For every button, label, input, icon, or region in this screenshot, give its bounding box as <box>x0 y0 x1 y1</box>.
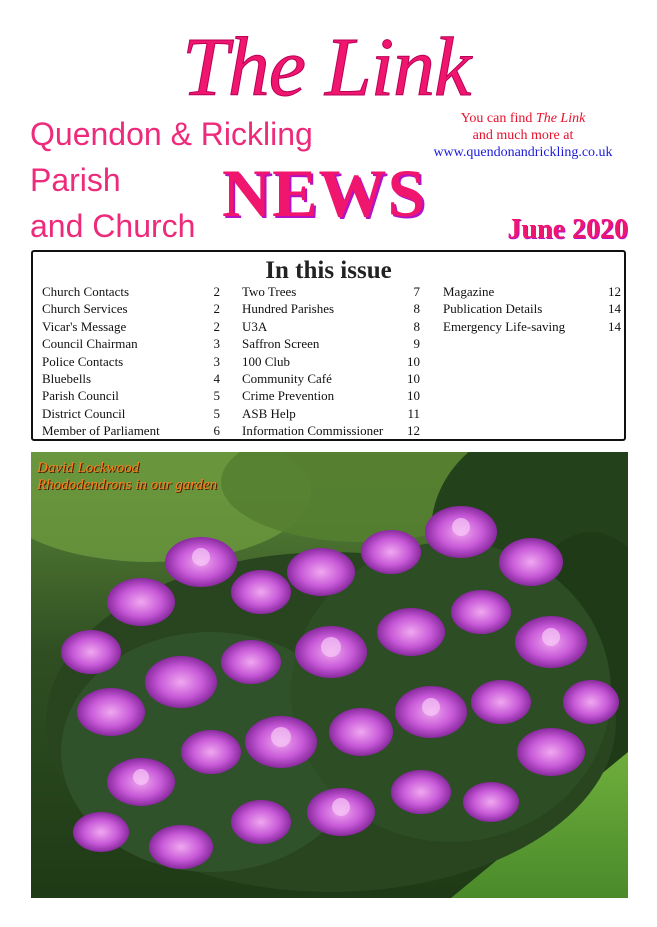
contents-title: In this issue <box>265 257 392 284</box>
contents-row[interactable] <box>42 422 220 439</box>
contents-page: 8 <box>413 318 420 334</box>
contents-column-3 <box>443 283 621 335</box>
contents-label: District Council <box>42 405 126 421</box>
contents-page: 6 <box>213 423 220 439</box>
contents-label: ASB Help <box>242 405 296 421</box>
contents-page: 10 <box>407 388 420 404</box>
contents-page: 3 <box>213 336 220 352</box>
contents-page: 2 <box>213 301 220 317</box>
magazine-title: The Link <box>182 21 471 114</box>
contents-row[interactable] <box>242 283 420 300</box>
website-promo <box>418 110 628 161</box>
contents-row[interactable] <box>42 370 220 387</box>
contents-row[interactable] <box>242 387 420 404</box>
website-link[interactable]: www.quendonandrickling.co.uk <box>433 145 613 160</box>
contents-page: 12 <box>407 423 420 439</box>
contents-label: Emergency Life-saving <box>443 318 566 334</box>
contents-page: 11 <box>407 405 420 421</box>
contents-page: 7 <box>413 284 420 299</box>
contents-page: 5 <box>213 405 220 421</box>
contents-row[interactable] <box>242 353 420 370</box>
contents-page: 14 <box>608 301 621 317</box>
contents-label: 100 Club <box>242 353 291 369</box>
caption-text: Rhododendrons in our garden <box>37 477 218 493</box>
contents-label: Saffron Screen <box>242 336 320 352</box>
parish-line-3: and Church <box>30 208 196 244</box>
caption-author: David Lockwood <box>37 460 140 476</box>
contents-column-2 <box>242 283 420 440</box>
contents-row[interactable] <box>242 422 420 439</box>
contents-row[interactable] <box>443 300 621 317</box>
contents-label: Bluebells <box>42 370 92 386</box>
parish-line-1: Quendon & Rickling <box>30 116 313 152</box>
contents-label: Member of Parliament <box>42 423 160 439</box>
contents-row[interactable] <box>242 318 420 335</box>
contents-label: Council Chairman <box>42 336 138 352</box>
contents-row[interactable] <box>42 318 220 335</box>
contents-page: 10 <box>407 370 420 386</box>
contents-page: 14 <box>608 318 621 334</box>
contents-page: 8 <box>413 301 420 317</box>
contents-label: Two Trees <box>242 284 297 299</box>
contents-label: Information Commissioner <box>242 423 384 439</box>
contents-label: Community Café <box>242 370 332 386</box>
contents-label: Crime Prevention <box>242 388 335 404</box>
contents-page: 2 <box>213 284 220 299</box>
contents-row[interactable] <box>42 387 220 404</box>
contents-page: 5 <box>213 388 220 404</box>
contents-label: U3A <box>242 318 268 334</box>
contents-page: 12 <box>608 284 621 299</box>
contents-row[interactable] <box>42 300 220 317</box>
contents-row[interactable] <box>42 335 220 352</box>
contents-box <box>31 250 626 441</box>
contents-row[interactable] <box>443 283 621 300</box>
contents-row[interactable] <box>242 335 420 352</box>
contents-column-1 <box>42 283 220 440</box>
contents-page: 2 <box>213 318 220 334</box>
photo-illustration <box>31 452 628 898</box>
contents-label: Police Contacts <box>42 353 124 369</box>
contents-label: Publication Details <box>443 301 543 317</box>
contents-label: Vicar's Message <box>42 318 127 334</box>
parish-line-2: Parish <box>30 162 121 198</box>
contents-label: Magazine <box>443 284 495 299</box>
promo-line-1 <box>418 110 628 127</box>
contents-page: 9 <box>413 336 420 352</box>
contents-label: Church Contacts <box>42 284 130 299</box>
contents-row[interactable] <box>42 283 220 300</box>
promo-line-2: and much more at <box>472 128 574 143</box>
contents-row[interactable] <box>42 405 220 422</box>
contents-page: 3 <box>213 353 220 369</box>
contents-row[interactable] <box>242 405 420 422</box>
contents-page: 10 <box>407 353 420 369</box>
promo-prefix: You can find <box>460 111 533 126</box>
contents-row[interactable] <box>242 370 420 387</box>
contents-page: 4 <box>213 370 220 386</box>
contents-row[interactable] <box>443 318 621 335</box>
issue-date: June 2020 <box>507 214 628 245</box>
contents-row[interactable] <box>242 300 420 317</box>
contents-label: Hundred Parishes <box>242 301 335 317</box>
promo-link-name: The Link <box>535 111 586 126</box>
photo-caption <box>37 460 217 494</box>
contents-label: Parish Council <box>42 388 119 404</box>
news-heading: NEWS <box>222 155 427 231</box>
rhododendron-photo <box>31 452 628 898</box>
contents-row[interactable] <box>42 353 220 370</box>
contents-label: Church Services <box>42 301 128 317</box>
